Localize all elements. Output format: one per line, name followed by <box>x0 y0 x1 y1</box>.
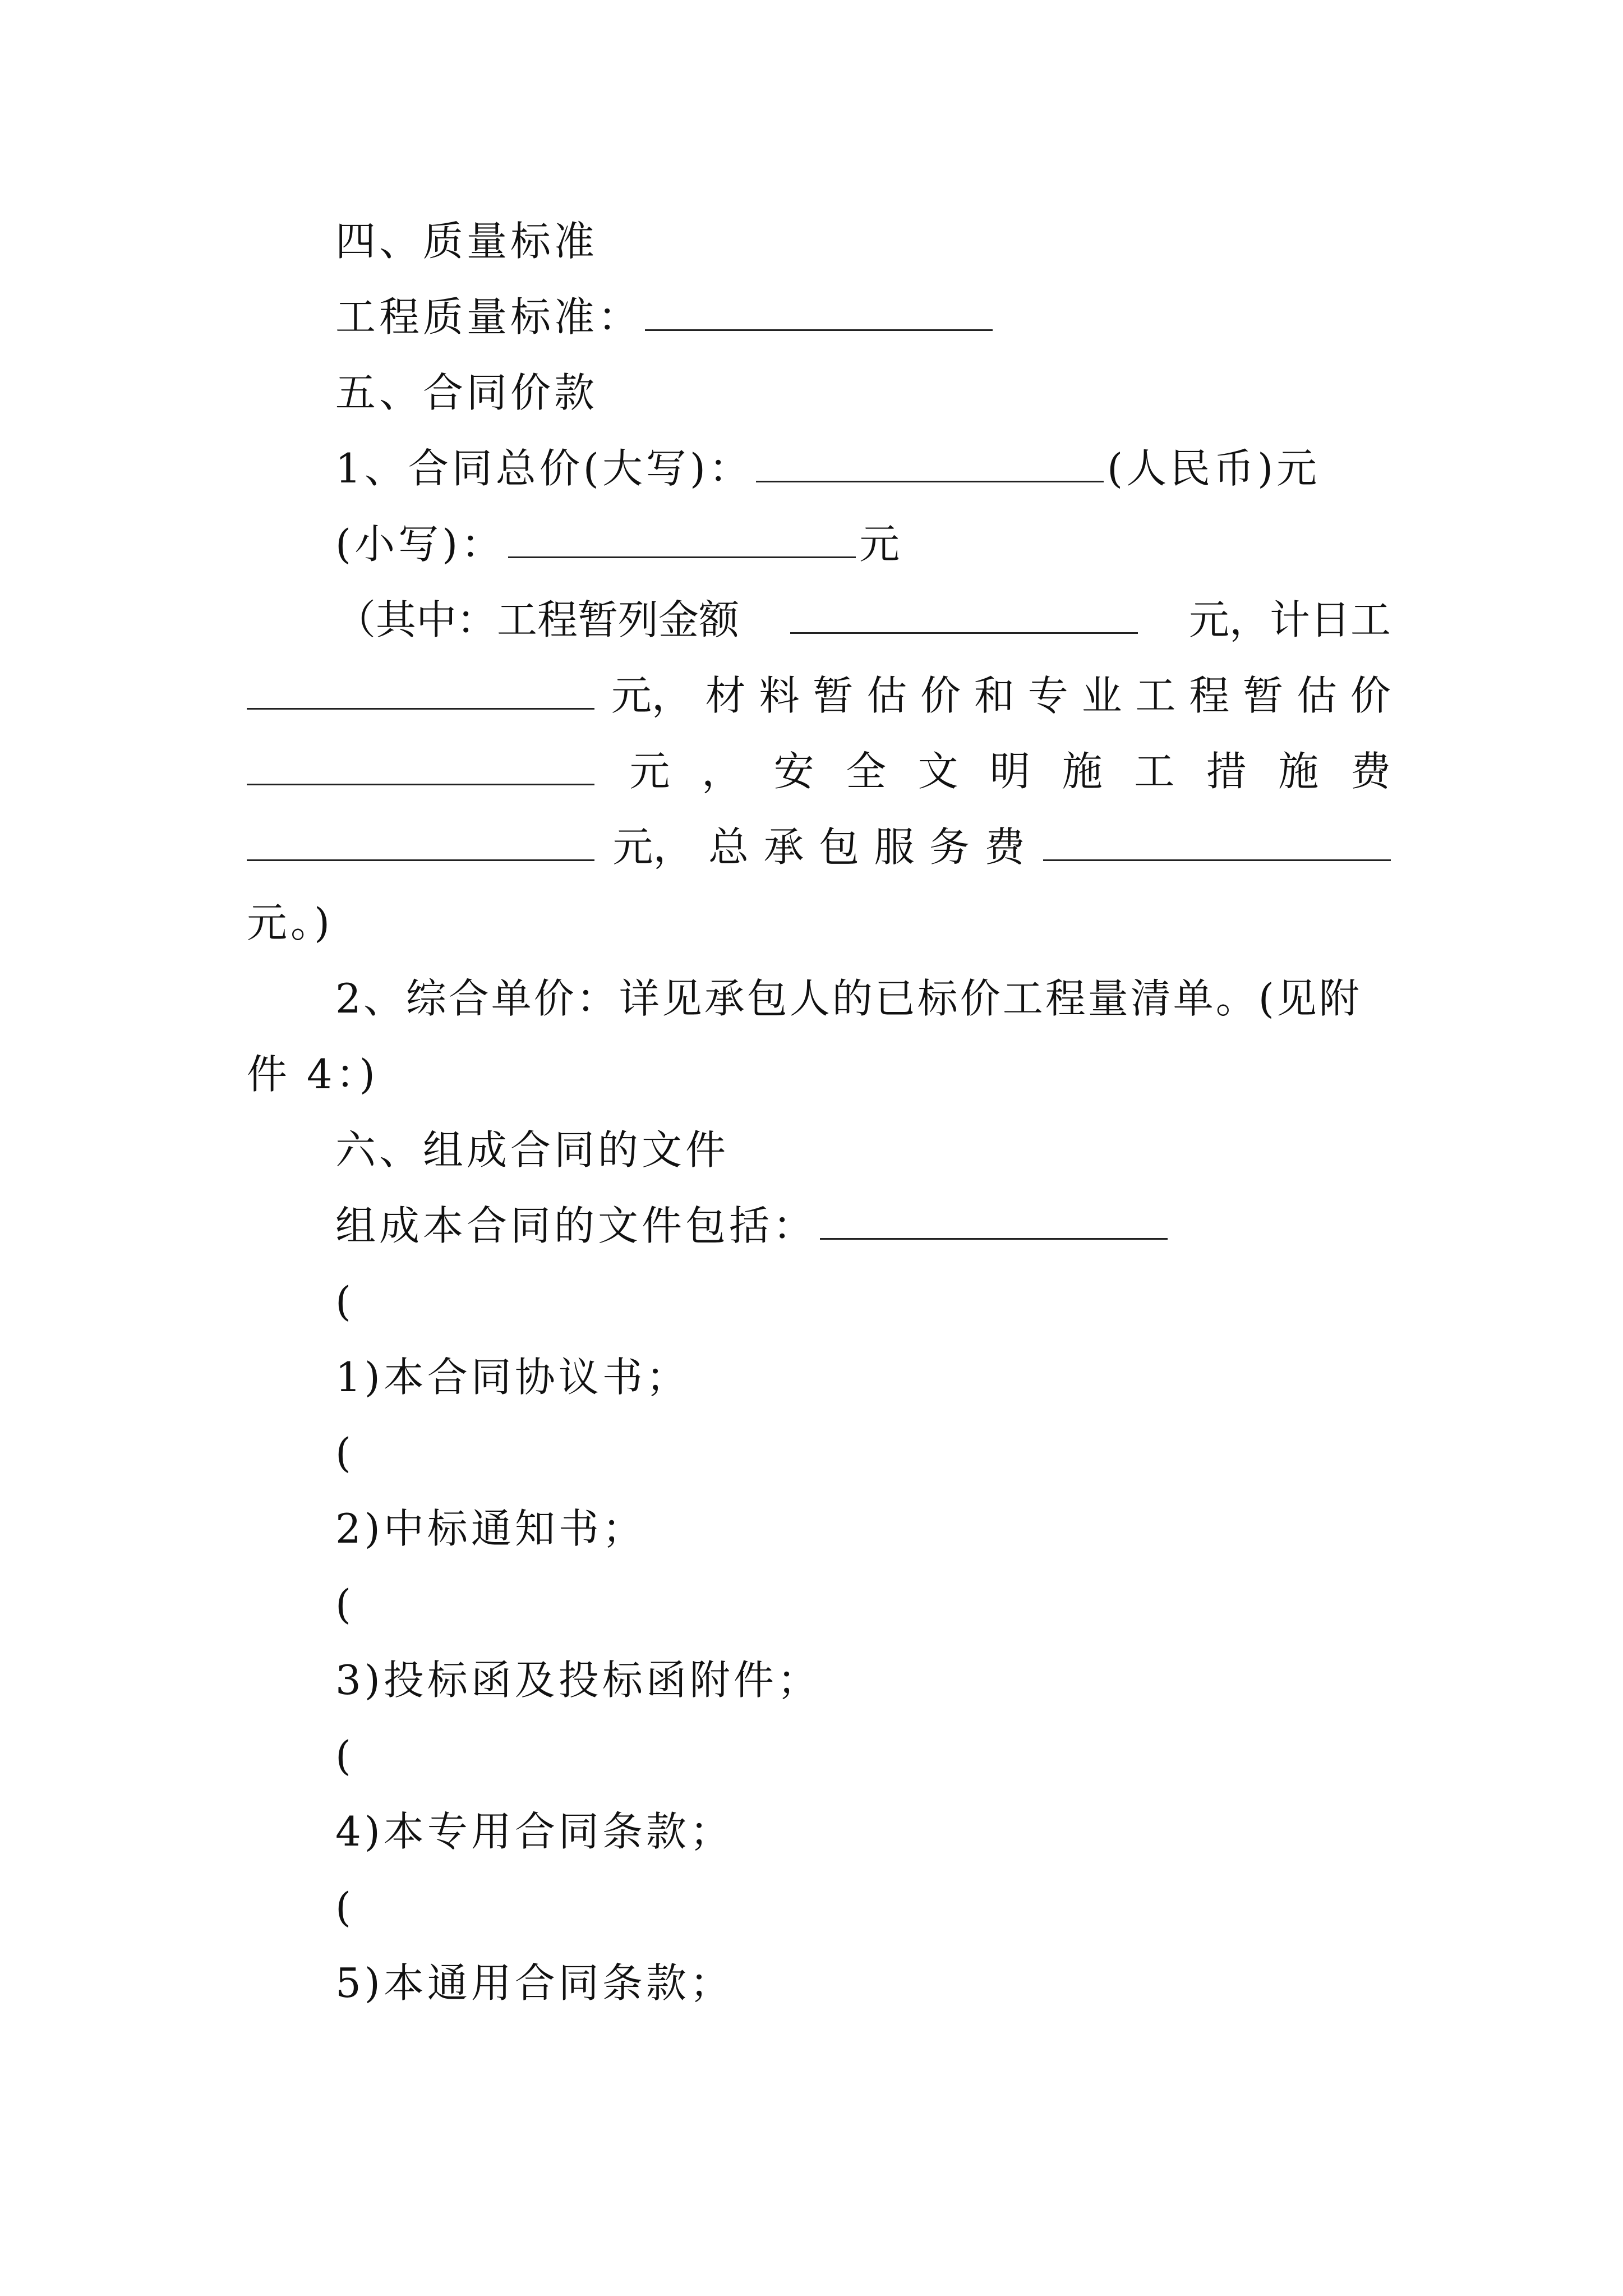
breakdown-word: 工 <box>1134 748 1175 795</box>
breakdown-word: 材 <box>705 672 746 719</box>
paren-line: ( <box>335 1732 355 1779</box>
breakdown-word: 安 <box>773 748 814 795</box>
breakdown-word: 措 <box>1206 748 1247 795</box>
contract-docs-row <box>335 1198 1391 1254</box>
safety-fee-blank[interactable] <box>247 825 594 861</box>
daywork-blank[interactable] <box>247 673 594 710</box>
breakdown-mid: 元，计日工 <box>1188 596 1391 643</box>
contract-total-label: 1、合同总价(大写)： <box>335 445 753 492</box>
contract-small-label: (小写)： <box>335 521 505 568</box>
breakdown-line-3 <box>247 743 1391 799</box>
breakdown-word: 料 <box>759 672 800 719</box>
contract-total-suffix: (人民币)元 <box>1107 445 1321 492</box>
breakdown-prefix: （其中：工程暂列金额 <box>335 596 740 643</box>
quality-standard-blank[interactable] <box>645 295 993 331</box>
contract-docs-label: 组成本合同的文件包括： <box>335 1202 817 1249</box>
section-5-heading: 五、合同价款 <box>335 369 598 416</box>
breakdown-word: 估 <box>866 672 907 719</box>
breakdown-line-5: 元。) <box>247 899 334 946</box>
material-estimate-blank[interactable] <box>247 749 594 785</box>
breakdown-word: 和 <box>974 672 1015 719</box>
breakdown-word: 业 <box>1081 672 1122 719</box>
breakdown-line-4 <box>247 819 1391 875</box>
section-6-heading: 六、组成合同的文件 <box>335 1126 730 1174</box>
breakdown-word: 施 <box>1062 748 1103 795</box>
breakdown-word: 服 <box>874 823 915 871</box>
breakdown-word: 施 <box>1278 748 1319 795</box>
general-contract-fee-blank[interactable] <box>1043 825 1391 861</box>
paren-line: ( <box>335 1278 355 1325</box>
breakdown-word: 价 <box>1350 672 1391 719</box>
doc-item-5: 5)本通用合同条款； <box>335 1959 734 2007</box>
paren-line: ( <box>335 1429 355 1476</box>
breakdown-word: 估 <box>1296 672 1337 719</box>
doc-item-4: 4)本专用合同条款； <box>335 1808 734 1855</box>
breakdown-word: 包 <box>818 823 859 871</box>
contract-small-row <box>335 516 1391 572</box>
breakdown-word: 费 <box>1350 748 1391 795</box>
contract-total-blank[interactable] <box>756 446 1104 482</box>
breakdown-word: 元， <box>611 672 692 719</box>
contract-small-blank[interactable] <box>508 522 856 558</box>
paren-line: ( <box>335 1581 355 1628</box>
breakdown-word: 程 <box>1189 672 1230 719</box>
breakdown-word: 元 <box>629 748 670 795</box>
breakdown-word: 元， <box>612 823 694 871</box>
breakdown-word: 专 <box>1027 672 1068 719</box>
breakdown-word: 明 <box>990 748 1031 795</box>
breakdown-line-2 <box>247 668 1391 724</box>
unit-price-line-1: 2、综合单价：详见承包人的已标价工程量清单。(见附 <box>335 975 1362 1022</box>
doc-item-1: 1)本合同协议书； <box>335 1354 690 1401</box>
breakdown-word: 全 <box>846 748 887 795</box>
breakdown-word: 价 <box>920 672 961 719</box>
breakdown-word: 工 <box>1135 672 1176 719</box>
breakdown-word: ， <box>702 748 743 795</box>
breakdown-line-1 <box>335 592 1391 648</box>
breakdown-word: 总 <box>708 823 749 871</box>
breakdown-word: 务 <box>929 823 970 871</box>
breakdown-word: 文 <box>917 748 958 795</box>
provisional-sum-blank[interactable] <box>790 597 1138 634</box>
doc-item-2: 2)中标通知书； <box>335 1505 646 1552</box>
contract-total-row <box>335 440 1391 496</box>
unit-price-line-2: 件 4：) <box>247 1051 379 1098</box>
breakdown-word: 承 <box>763 823 804 871</box>
breakdown-word: 暂 <box>813 672 854 719</box>
contract-docs-blank[interactable] <box>820 1203 1168 1240</box>
paren-line: ( <box>335 1884 355 1931</box>
contract-small-suffix: 元 <box>859 521 903 568</box>
quality-standard-row <box>335 289 1391 345</box>
breakdown-word: 暂 <box>1243 672 1284 719</box>
breakdown-word: 费 <box>984 823 1025 871</box>
quality-standard-label: 工程质量标准： <box>335 293 642 341</box>
doc-item-3: 3)投标函及投标函附件； <box>335 1657 821 1704</box>
section-4-heading: 四、质量标准 <box>335 218 598 265</box>
